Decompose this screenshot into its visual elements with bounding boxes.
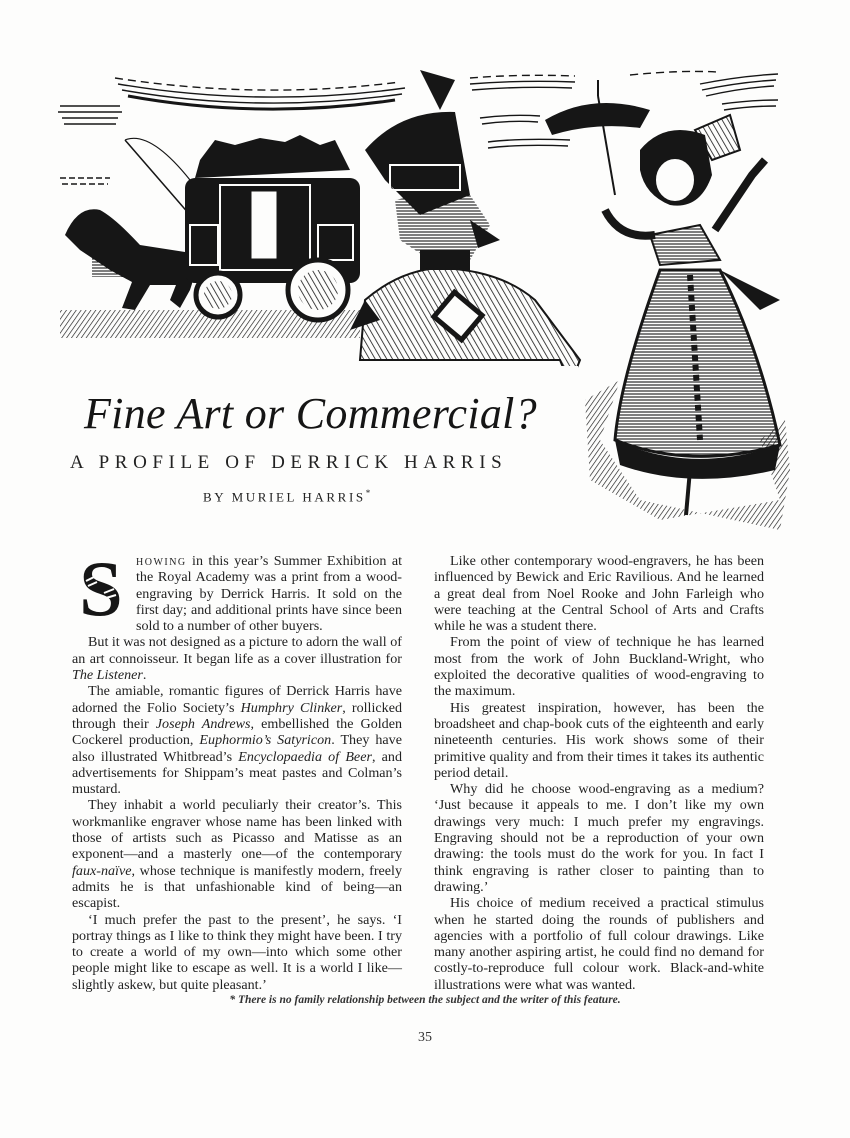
paragraph [72,634,402,683]
paragraph-text: . [142,667,147,684]
right-column [434,553,764,993]
italic-title: Euphormio’s Satyricon [199,732,332,749]
paragraph-text: , and advertisements for Shippam’s meat pastes and Colman’s mustard. [72,748,402,798]
italic-title: The Listener [72,667,143,684]
whip [125,140,190,215]
paragraph-text: The amiable, romantic figures of Derrick Harris have adorned the Folio Society’s [72,683,402,716]
horses [65,209,194,310]
paragraph-text: in this year’s Summer Exhibition at the Royal Academy was a print from a wood-engraving by Derrick Harris. It sold on the first day; and additional prints have since been sold to a number of other buyers. [136,553,402,635]
lead-small-caps: howing [136,553,187,569]
paragraph: Why did he choose wood-engraving as a medium? ‘Just because it appeals to me. I don’t like my own drawings very much: I much prefer my engravings. Engraving should not be a reproduction of your own drawing: the tools must do the work for you. In fact I think engraving is rather closer to painting than to drawing.’ [434,781,764,895]
decorated-dropcap-s [72,555,130,621]
lady-with-parasol-figure [545,80,780,515]
page-number: 35 [418,1030,432,1045]
paragraph-text: But it was not designed as a picture to adorn the wall of an art connoisseur. It began life as a cover illustration for [72,634,402,667]
paragraph: ‘I much prefer the past to the present’, he says. ‘I portray things as I like to think they might have been. I try to create a world of my own—into which some other people might like to escape as well. It is a world I like—slightly askew, but quite pleasant.’ [72,911,402,993]
dropcap-letter: S [79,555,123,621]
soldier-figure [350,70,580,385]
paragraph-text: . They have also illustrated Whitbread’s [72,732,402,765]
left-column [72,553,402,993]
paragraph [72,553,402,634]
article-subtitle: A PROFILE OF DERRICK HARRIS [70,452,508,473]
paragraph: His greatest inspiration, however, has been the broadsheet and chap-book cuts of the eighteenth and early nineteenth centuries. His work shows some of their primitive quality and from their times it takes its authentic period detail. [434,699,764,781]
paragraph: Like other contemporary wood-engravers, he has been influenced by Bewick and Eric Ravilious. And he learned a great deal from Noel Rooke and John Farleigh who were teaching at the Central School of Arts and Crafts while he was a student there. [434,553,764,635]
italic-term: faux-naïve [72,862,132,879]
paragraph [72,797,402,911]
paragraph-text: They inhabit a world peculiarly their creator’s. This workmanlike engraver whose name has been linked with those of artists such as Picasso and Matisse as an exponent—and a masterly one—of the contemporary [72,797,402,863]
paragraph-text: , whose technique is manifestly modern, freely admits he is that unfashionable kind of being—an escapist. [72,862,402,912]
stagecoach [185,135,360,320]
footnote: * There is no family relationship between the subject and the writer of this feature. [229,994,621,1006]
italic-title: Encyclopaedia of Beer [238,748,372,765]
article-byline [203,488,370,505]
byline-text: BY MURIEL HARRIS [203,489,366,505]
paragraph [72,683,402,797]
paragraph: From the point of view of technique he has learned most from the work of John Buckland-Wright, who exploited the decorative qualities of wood-engraving to the maximum. [434,634,764,700]
byline-footnote-mark: * [365,488,371,498]
paragraph-text: , rollicked through their [72,699,402,732]
italic-title: Humphry Clinker [240,699,343,716]
paragraph: His choice of medium received a practical stimulus when he started doing the rounds of publishers and agencies with a portfolio of full colour drawings. Like many another aspiring artist, he could find no demand for costly-to-reproduce full colour work. Black-and-white illustrations were what was wanted. [434,895,764,993]
paragraph-text: , embellished the Golden Cockerel production, [72,715,403,749]
article-title: Fine Art or Commercial? [84,389,537,438]
italic-title: Joseph Andrews [155,715,251,732]
